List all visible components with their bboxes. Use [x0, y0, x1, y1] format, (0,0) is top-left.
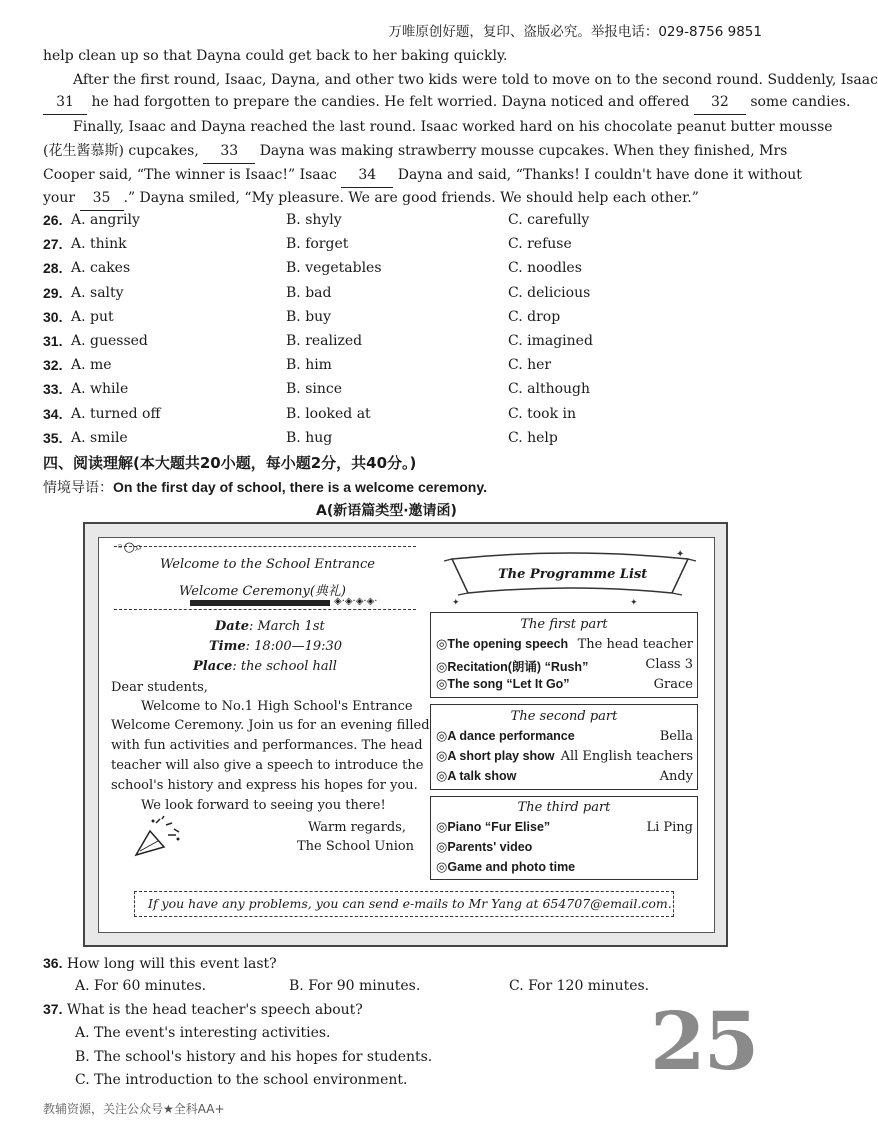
blank-35: 35	[80, 186, 124, 211]
party-popper-icon	[128, 815, 188, 861]
programme-item	[436, 860, 575, 875]
bullet-icon: ◎	[436, 637, 448, 652]
option-b[interactable]: B. realized	[286, 333, 363, 349]
welcome-title-1: Welcome to the School Entrance	[160, 557, 375, 572]
passage-text: Dayna and said, “Thanks! I couldn't have done it without	[397, 167, 802, 183]
option-a[interactable]: A. while	[71, 381, 129, 398]
programme-item-performer: Class 3	[645, 657, 693, 672]
decoration-icon: ◈·◈·◈·◈·	[334, 596, 378, 607]
option-a[interactable]: A. angrily	[71, 212, 140, 228]
option-a[interactable]: A. turned off	[71, 405, 161, 422]
option-c[interactable]: C. noodles	[508, 260, 582, 277]
option-a[interactable]: A. me	[71, 357, 112, 374]
option-a[interactable]: A. guessed	[71, 333, 148, 349]
option-number: 27.	[43, 236, 63, 253]
option-a[interactable]: A. salty	[71, 284, 124, 301]
date-label: Date	[215, 619, 249, 634]
welcome-title-2: Welcome Ceremony(典礼)	[179, 584, 346, 599]
invitation-body: Welcome to No.1 High School's Entrance	[141, 699, 413, 714]
time-line	[209, 639, 342, 654]
programme-item-name: The song “Let It Go”	[447, 677, 570, 691]
option-c[interactable]: C. drop	[508, 308, 561, 325]
option-a[interactable]: A. cakes	[71, 260, 131, 277]
option-36-a[interactable]: A. For 60 minutes.	[75, 978, 207, 994]
programme-item-name: Game and photo time	[447, 860, 576, 874]
option-a[interactable]: A. smile	[71, 429, 128, 446]
option-b[interactable]: B. shyly	[286, 212, 342, 228]
passage-line	[43, 163, 802, 188]
option-number: 26.	[43, 212, 63, 228]
bullet-icon: ◎	[436, 769, 448, 784]
section-title: 四、阅读理解(本大题共20小题，每小题2分，共40分。)	[43, 454, 417, 472]
programme-item-name: Piano “Fur Elise”	[447, 820, 551, 834]
part-a-title: A(新语篇类型·邀请函)	[316, 503, 457, 519]
blank-33: 33	[203, 139, 255, 164]
option-c[interactable]: C. help	[508, 429, 558, 446]
context-line	[43, 477, 487, 497]
option-b[interactable]: B. since	[286, 381, 342, 398]
programme-item-name: A dance performance	[447, 729, 575, 743]
page-number: 25	[650, 994, 758, 1088]
option-number: 29.	[43, 284, 63, 301]
passage-text: your	[43, 190, 76, 206]
date-line	[215, 619, 325, 634]
passage-text: Cooper said, “The winner is Isaac!” Isaac	[43, 167, 337, 183]
question-number: 37.	[43, 1001, 63, 1017]
banner-bar	[190, 600, 330, 606]
invitation-body: school's history and express his hopes for you.	[111, 778, 418, 793]
svg-text:✦: ✦	[676, 549, 685, 560]
option-number: 34.	[43, 405, 63, 422]
question-text: How long will this event last?	[66, 956, 277, 972]
date-value: : March 1st	[248, 619, 325, 634]
invitation-body: We look forward to seeing you there!	[141, 798, 386, 813]
option-b[interactable]: B. buy	[286, 308, 332, 325]
option-number: 28.	[43, 260, 63, 277]
programme-part-heading: The first part	[520, 617, 608, 632]
programme-item	[436, 637, 568, 652]
passage-text: some candies.	[750, 94, 851, 110]
time-value: : 18:00—19:30	[245, 639, 343, 654]
invitation-body: Welcome Ceremony. Join us for an evening filled	[111, 718, 430, 733]
option-b[interactable]: B. him	[286, 357, 332, 374]
magnifier-icon: ◦○⌕	[116, 540, 143, 555]
bullet-icon: ◎	[436, 749, 448, 764]
programme-part-heading: The third part	[517, 800, 611, 815]
passage-text: he had forgotten to prepare the candies. He felt worried. Dayna noticed and offered	[91, 94, 690, 110]
blank-32: 32	[694, 90, 746, 115]
context-label: 情境导语：	[43, 480, 113, 496]
question-number: 36.	[43, 955, 63, 971]
place-label: Place	[193, 659, 233, 674]
closing-signature: The School Union	[297, 839, 415, 854]
programme-item-name: The opening speech	[447, 637, 569, 651]
passage-line: Finally, Isaac and Dayna reached the last round. Isaac worked hard on his chocolate peanut butter mousse	[73, 119, 833, 135]
programme-item-performer: Bella	[659, 729, 693, 744]
bullet-icon: ◎	[436, 820, 448, 835]
programme-item-name: Recitation(朗诵) “Rush”	[447, 660, 589, 674]
option-36-b[interactable]: B. For 90 minutes.	[289, 978, 421, 994]
option-c[interactable]: C. imagined	[508, 333, 593, 349]
programme-item	[436, 769, 516, 784]
place-line	[193, 659, 337, 674]
option-a[interactable]: A. put	[71, 308, 114, 325]
programme-part-heading: The second part	[510, 709, 618, 724]
option-c[interactable]: C. her	[508, 357, 552, 374]
programme-item-performer: All English teachers	[560, 749, 693, 764]
invitation-body: teacher will also give a speech to introduce the	[111, 758, 424, 773]
bullet-icon: ◎	[436, 840, 448, 855]
context-text: On the first day of school, there is a welcome ceremony.	[113, 479, 487, 495]
option-b[interactable]: B. bad	[286, 284, 332, 301]
programme-item-performer: Grace	[653, 677, 693, 692]
time-label: Time	[209, 639, 246, 654]
svg-text:✦: ✦	[452, 598, 460, 608]
programme-item	[436, 749, 555, 764]
blank-31: 31	[43, 90, 87, 115]
programme-item-name: Parents' video	[447, 840, 533, 854]
option-37-c[interactable]: C. The introduction to the school environment.	[75, 1072, 408, 1088]
option-number: 32.	[43, 357, 63, 374]
blank-34: 34	[341, 163, 393, 188]
footer-note: 教辅资源，关注公众号★全科AA+	[43, 1102, 225, 1116]
programme-title: The Programme List	[498, 567, 648, 582]
bullet-icon: ◎	[436, 729, 448, 744]
passage-text: (花生酱慕斯) cupcakes,	[43, 143, 199, 159]
option-c[interactable]: C. although	[508, 381, 591, 398]
closing-regards: Warm regards,	[308, 820, 406, 835]
question-37	[43, 1001, 363, 1018]
contact-text: If you have any problems, you can send e-mails to Mr Yang at 654707@email.com.	[148, 896, 672, 911]
option-37-b[interactable]: B. The school's history and his hopes for students.	[75, 1049, 433, 1065]
option-37-a[interactable]: A. The event's interesting activities.	[75, 1025, 331, 1041]
invitation-body: with fun activities and performances. The head	[111, 738, 423, 753]
bullet-icon: ◎	[436, 860, 448, 875]
greeting: Dear students,	[111, 680, 208, 695]
option-c[interactable]: C. refuse	[508, 236, 572, 253]
option-b[interactable]: B. vegetables	[286, 260, 382, 277]
passage-line	[43, 186, 699, 211]
option-number: 31.	[43, 333, 63, 349]
copyright-header: 万唯原创好题，复印、盗版必究。举报电话：029-8756 9851	[388, 24, 762, 40]
programme-item-name: A talk show	[447, 769, 517, 783]
option-a[interactable]: A. think	[71, 236, 127, 253]
option-number: 35.	[43, 429, 63, 446]
programme-item-name: A short play show	[447, 749, 555, 763]
programme-item-performer: Li Ping	[646, 820, 693, 835]
option-b[interactable]: B. looked at	[286, 405, 371, 422]
passage-text: .” Dayna smiled, “My pleasure. We are good friends. We should help each other.”	[123, 190, 699, 206]
programme-item	[436, 820, 550, 835]
svg-text:✦: ✦	[630, 598, 638, 608]
option-c[interactable]: C. delicious	[508, 284, 591, 301]
bullet-icon: ◎	[436, 677, 448, 692]
option-b[interactable]: B. forget	[286, 236, 349, 253]
programme-item	[436, 677, 570, 692]
place-value: : the school hall	[232, 659, 337, 674]
option-36-c[interactable]: C. For 120 minutes.	[509, 978, 650, 994]
question-text: What is the head teacher's speech about?	[66, 1002, 363, 1018]
option-c[interactable]: C. carefully	[508, 212, 590, 228]
programme-item	[436, 657, 588, 675]
option-number: 33.	[43, 381, 63, 398]
passage-line	[43, 139, 787, 164]
passage-line: After the first round, Isaac, Dayna, and other two kids were told to move on to the second round. Suddenly, Isaac	[73, 72, 878, 88]
programme-item	[436, 729, 575, 744]
option-c[interactable]: C. took in	[508, 405, 577, 422]
bullet-icon: ◎	[436, 660, 448, 675]
question-36	[43, 955, 277, 972]
passage-line	[43, 90, 851, 115]
option-b[interactable]: B. hug	[286, 429, 333, 446]
option-number: 30.	[43, 308, 63, 325]
programme-item-performer: The head teacher	[577, 637, 693, 652]
programme-item	[436, 840, 532, 855]
passage-line: help clean up so that Dayna could get back to her baking quickly.	[43, 48, 508, 64]
passage-text: Dayna was making strawberry mousse cupcakes. When they finished, Mrs	[259, 143, 788, 159]
programme-item-performer: Andy	[659, 769, 693, 784]
